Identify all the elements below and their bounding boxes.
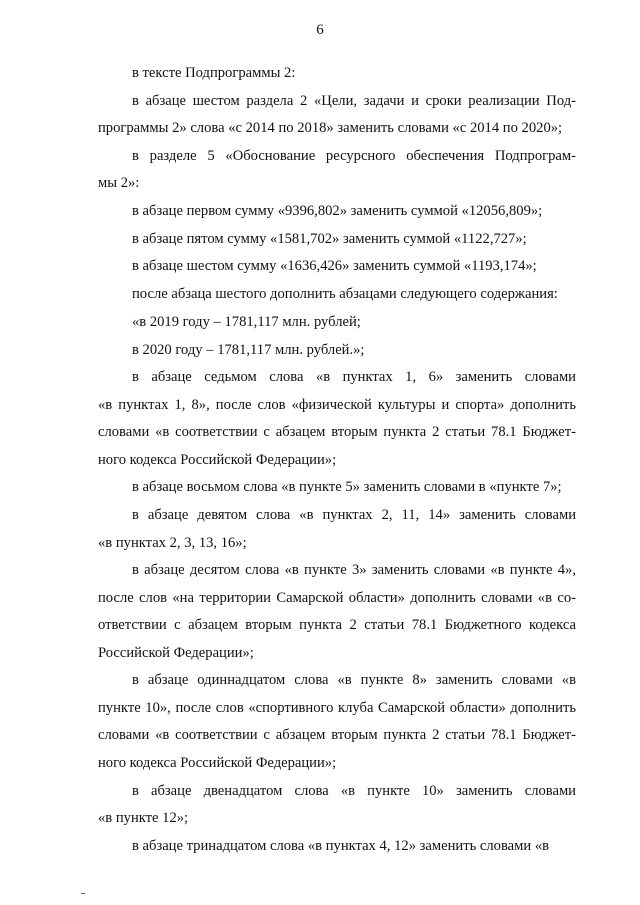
paragraph	[98, 557, 576, 667]
paragraph-line: словами «в соответствии с абзацем вторым пункта 2 статьи 78.1 Бюджет-	[98, 424, 576, 441]
paragraph-line: в абзаце одиннадцатом слова «в пункте 8» заменить словами «в	[132, 672, 576, 689]
paragraph	[98, 198, 576, 226]
paragraph	[98, 337, 576, 365]
paragraph	[98, 60, 576, 88]
paragraph-line: после абзаца шестого дополнить абзацами следующего содержания:	[132, 286, 558, 303]
paragraph	[98, 281, 576, 309]
paragraph-line: в абзаце пятом сумму «1581,702» заменить суммой «1122,727»;	[132, 230, 527, 247]
paragraph-line: ответствии с абзацем вторым пункта 2 статьи 78.1 Бюджетного кодекса	[98, 617, 576, 634]
document-body	[98, 60, 576, 861]
paragraph	[98, 226, 576, 254]
paragraph-line: в абзаце первом сумму «9396,802» заменить суммой «12056,809»;	[132, 203, 543, 220]
paragraph-line: в абзаце шестом раздела 2 «Цели, задачи и сроки реализации Под-	[132, 92, 576, 109]
paragraph-line: мы 2»:	[98, 175, 140, 192]
paragraph-line: пункте 10», после слов «спортивного клуба Самарской области» дополнить	[98, 699, 576, 716]
paragraph	[98, 833, 576, 861]
paragraph-line: словами «в соответствии с абзацем вторым пункта 2 статьи 78.1 Бюджет-	[98, 727, 576, 744]
paragraph	[98, 309, 576, 337]
paragraph	[98, 143, 576, 198]
paragraph	[98, 88, 576, 143]
paragraph	[98, 474, 576, 502]
paragraph-line: в абзаце двенадцатом слова «в пункте 10» заменить словами	[132, 782, 576, 799]
paragraph-line: Российской Федерации»;	[98, 644, 254, 661]
paragraph-line: «в пункте 12»;	[98, 810, 189, 827]
paragraph-line: в абзаце седьмом слова «в пунктах 1, 6» заменить словами	[132, 369, 576, 386]
paragraph-line: в разделе 5 «Обоснование ресурсного обеспечения Подпрограм-	[132, 147, 576, 164]
scan-speck	[81, 893, 85, 894]
paragraph-line: в 2020 году – 1781,117 млн. рублей.»;	[132, 341, 365, 358]
paragraph-line: в тексте Подпрограммы 2:	[132, 65, 296, 81]
paragraph	[98, 364, 576, 474]
paragraph-line: программы 2» слова «с 2014 по 2018» заменить словами «с 2014 по 2020»;	[98, 120, 563, 137]
paragraph-line: «в пунктах 1, 8», после слов «физической культуры и спорта» дополнить	[98, 396, 576, 413]
page-number: 6	[316, 22, 324, 38]
paragraph-line: в абзаце шестом сумму «1636,426» заменить суммой «1193,174»;	[132, 258, 537, 275]
paragraph-line: ного кодекса Российской Федерации»;	[98, 451, 337, 468]
paragraph-line: в абзаце девятом слова «в пунктах 2, 11, 14» заменить словами	[132, 507, 576, 524]
paragraph-line: в абзаце тринадцатом слова «в пунктах 4, 12» заменить словами «в	[132, 837, 550, 854]
paragraph-line: «в 2019 году – 1781,117 млн. рублей;	[132, 313, 361, 330]
paragraph	[98, 502, 576, 557]
paragraph-line: после слов «на территории Самарской области» дополнить словами «в со-	[98, 589, 576, 606]
paragraph	[98, 667, 576, 777]
paragraph-line: ного кодекса Российской Федерации»;	[98, 754, 337, 771]
paragraph-line: в абзаце восьмом слова «в пункте 5» заменить словами в «пункте 7»;	[132, 479, 562, 496]
paragraph	[98, 253, 576, 281]
paragraph-line: «в пунктах 2, 3, 13, 16»;	[98, 534, 247, 551]
paragraph	[98, 778, 576, 833]
paragraph-line: в абзаце десятом слова «в пункте 3» заменить словами «в пункте 4»,	[132, 562, 576, 579]
